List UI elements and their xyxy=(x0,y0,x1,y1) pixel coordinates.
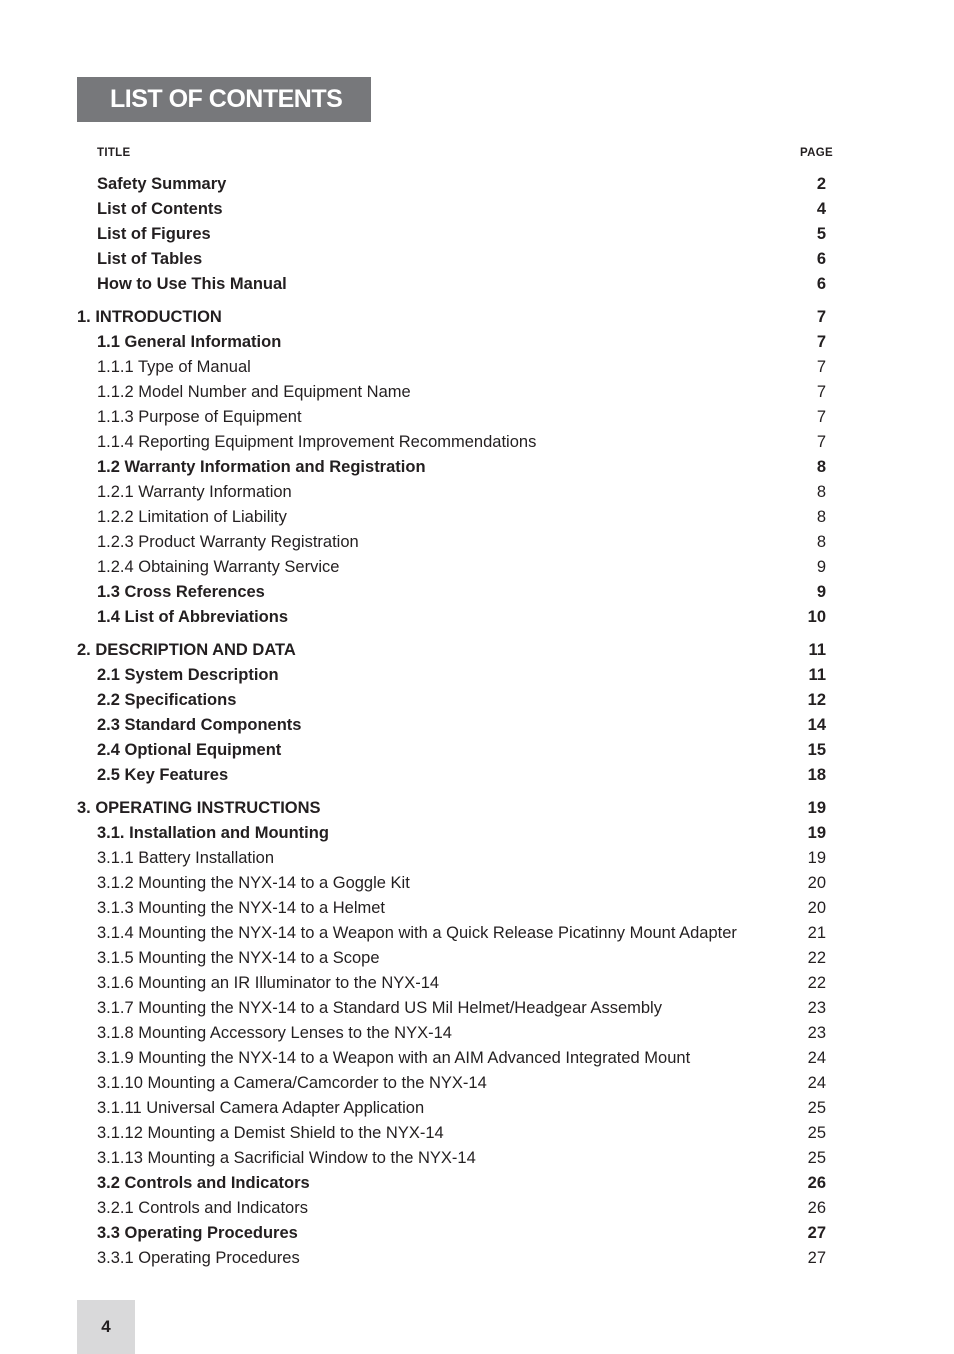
toc-entry-title: List of Contents xyxy=(97,200,223,218)
toc-entry-page: 9 xyxy=(816,558,826,576)
title-column-header: TITLE xyxy=(97,147,131,159)
toc-entry-page: 2 xyxy=(816,175,826,193)
toc-entry-page: 12 xyxy=(807,691,826,709)
toc-entry-page: 23 xyxy=(807,1024,826,1042)
toc-entry-page: 14 xyxy=(807,716,826,734)
toc-entry-row xyxy=(77,580,837,605)
toc-entry-page: 10 xyxy=(807,608,826,626)
toc-entry-row xyxy=(77,896,837,921)
toc-entry-page: 27 xyxy=(807,1249,826,1267)
toc-entry-row xyxy=(77,946,837,971)
toc-entry-page: 18 xyxy=(807,766,826,784)
toc-entry-row xyxy=(77,605,837,630)
toc-entry-title: How to Use This Manual xyxy=(97,275,287,293)
toc-entry-row xyxy=(77,480,837,505)
page-number-tab xyxy=(77,1300,135,1354)
toc-entry-row xyxy=(77,688,837,713)
toc-group xyxy=(77,305,837,630)
toc-group xyxy=(77,638,837,788)
toc-entry-row xyxy=(77,971,837,996)
toc-entry-title: 1.1 General Information xyxy=(97,333,282,351)
page-title: LIST OF CONTENTS xyxy=(110,85,343,113)
toc-entry-row xyxy=(77,1196,837,1221)
toc-entry-title: 3.1.2 Mounting the NYX-14 to a Goggle Kit xyxy=(97,874,410,892)
toc-entry-title: 3.1.11 Universal Camera Adapter Application xyxy=(97,1099,425,1117)
toc-entry-page: 4 xyxy=(816,200,826,218)
page-column-header: PAGE xyxy=(800,147,833,159)
toc-entry-page: 25 xyxy=(807,1099,826,1117)
toc-entry-page: 7 xyxy=(816,383,826,401)
toc-group xyxy=(77,172,837,297)
toc-entry-title: 1.2.1 Warranty Information xyxy=(97,483,292,501)
toc-entry-row xyxy=(77,738,837,763)
toc-entry-title: List of Tables xyxy=(97,250,203,268)
toc-entry-title: 1.4 List of Abbreviations xyxy=(97,608,289,626)
toc-entry-row xyxy=(77,505,837,530)
toc-entry-page: 25 xyxy=(807,1149,826,1167)
toc-entry-row xyxy=(77,330,837,355)
toc-entry-title: 2.5 Key Features xyxy=(97,766,229,784)
toc-entry-title: 2.1 System Description xyxy=(97,666,279,684)
toc-entry-row xyxy=(77,430,837,455)
toc-entry-row xyxy=(77,1121,837,1146)
toc-entry-title: 2.3 Standard Components xyxy=(97,716,302,734)
toc-entry-page: 20 xyxy=(807,874,826,892)
toc-entry-page: 5 xyxy=(816,225,826,243)
toc-entry-title: 3.1.3 Mounting the NYX-14 to a Helmet xyxy=(97,899,385,917)
toc-entry-row xyxy=(77,405,837,430)
toc-entry-page: 27 xyxy=(807,1224,826,1242)
toc-entry-title: 1. INTRODUCTION xyxy=(77,308,222,326)
toc-entry-row xyxy=(77,272,837,297)
toc-entry-title: 1.1.2 Model Number and Equipment Name xyxy=(97,383,411,401)
toc-entry-row xyxy=(77,1071,837,1096)
toc-entry-title: 3.2.1 Controls and Indicators xyxy=(97,1199,308,1217)
toc-entry-page: 20 xyxy=(807,899,826,917)
toc-entry-title: 3.3.1 Operating Procedures xyxy=(97,1249,300,1267)
toc-entry-row xyxy=(77,1046,837,1071)
toc-entry-page: 8 xyxy=(816,483,826,501)
toc-entry-page: 26 xyxy=(807,1174,826,1192)
toc-entry-title: 1.1.1 Type of Manual xyxy=(97,358,251,376)
toc-entry-row xyxy=(77,555,837,580)
toc-entry-page: 23 xyxy=(807,999,826,1017)
toc-entry-page: 21 xyxy=(807,924,826,942)
toc-entry-title: 3.1.8 Mounting Accessory Lenses to the NYX-14 xyxy=(97,1024,452,1042)
toc-entry-row xyxy=(77,530,837,555)
toc-entry-page: 22 xyxy=(807,974,826,992)
toc-entry-page: 9 xyxy=(816,583,826,601)
toc-entry-title: 2.2 Specifications xyxy=(97,691,237,709)
toc-entry-row xyxy=(77,380,837,405)
page-number: 4 xyxy=(101,1317,111,1336)
toc-entry-page: 8 xyxy=(816,508,826,526)
toc-entry-title: 3.1.13 Mounting a Sacrificial Window to the NYX-14 xyxy=(97,1149,476,1167)
toc-entry-row xyxy=(77,222,837,247)
toc-entry-title: 3.1. Installation and Mounting xyxy=(97,824,329,842)
toc-entry-title: 3.1.12 Mounting a Demist Shield to the NYX-14 xyxy=(97,1124,444,1142)
toc-entry-title: 1.2.2 Limitation of Liability xyxy=(97,508,287,526)
toc-entry-page: 19 xyxy=(807,824,826,842)
table-of-contents xyxy=(77,172,837,1279)
toc-entry-page: 25 xyxy=(807,1124,826,1142)
toc-entry-row xyxy=(77,1146,837,1171)
toc-chapter-row xyxy=(77,796,837,821)
toc-entry-row xyxy=(77,921,837,946)
toc-entry-title: 3.1.7 Mounting the NYX-14 to a Standard US Mil Helmet/Headgear Assembly xyxy=(97,999,662,1017)
toc-entry-row xyxy=(77,197,837,222)
toc-entry-page: 15 xyxy=(807,741,826,759)
toc-entry-row xyxy=(77,355,837,380)
toc-entry-title: 3.2 Controls and Indicators xyxy=(97,1174,310,1192)
toc-entry-title: 1.2.3 Product Warranty Registration xyxy=(97,533,359,551)
toc-entry-page: 11 xyxy=(808,641,826,659)
toc-entry-title: 2. DESCRIPTION AND DATA xyxy=(77,641,296,659)
toc-chapter-row xyxy=(77,638,837,663)
toc-entry-title: List of Figures xyxy=(97,225,211,243)
toc-entry-row xyxy=(77,763,837,788)
toc-entry-title: 3.1.9 Mounting the NYX-14 to a Weapon with an AIM Advanced Integrated Mount xyxy=(97,1049,691,1067)
toc-entry-title: 3.1.1 Battery Installation xyxy=(97,849,275,867)
toc-entry-title: 1.3 Cross References xyxy=(97,583,265,601)
toc-entry-row xyxy=(77,172,837,197)
toc-entry-title: 3. OPERATING INSTRUCTIONS xyxy=(77,799,321,817)
toc-entry-row xyxy=(77,846,837,871)
toc-entry-row xyxy=(77,871,837,896)
toc-entry-page: 6 xyxy=(816,250,826,268)
toc-entry-row xyxy=(77,1246,837,1271)
toc-entry-row xyxy=(77,247,837,272)
toc-entry-page: 22 xyxy=(807,949,826,967)
toc-entry-page: 7 xyxy=(816,408,826,426)
toc-entry-title: 3.1.4 Mounting the NYX-14 to a Weapon with a Quick Release Picatinny Mount Adapter xyxy=(97,924,737,942)
toc-entry-row xyxy=(77,1021,837,1046)
title-banner xyxy=(77,77,371,122)
toc-entry-title: 1.1.3 Purpose of Equipment xyxy=(97,408,302,426)
toc-entry-page: 11 xyxy=(808,666,826,684)
toc-entry-title: 3.1.6 Mounting an IR Illuminator to the NYX-14 xyxy=(97,974,440,992)
toc-entry-title: 3.1.5 Mounting the NYX-14 to a Scope xyxy=(97,949,380,967)
toc-entry-title: Safety Summary xyxy=(97,175,227,193)
toc-entry-page: 8 xyxy=(816,458,826,476)
toc-entry-title: 1.2.4 Obtaining Warranty Service xyxy=(97,558,340,576)
toc-entry-row xyxy=(77,1171,837,1196)
toc-group xyxy=(77,796,837,1271)
toc-entry-title: 3.1.10 Mounting a Camera/Camcorder to the NYX-14 xyxy=(97,1074,487,1092)
toc-entry-page: 24 xyxy=(807,1074,826,1092)
toc-entry-title: 3.3 Operating Procedures xyxy=(97,1224,298,1242)
toc-entry-page: 7 xyxy=(816,333,826,351)
toc-entry-row xyxy=(77,1221,837,1246)
toc-entry-row xyxy=(77,713,837,738)
toc-entry-title: 1.1.4 Reporting Equipment Improvement Recommendations xyxy=(97,433,537,451)
toc-entry-page: 7 xyxy=(816,358,826,376)
toc-entry-title: 1.2 Warranty Information and Registration xyxy=(97,458,426,476)
toc-entry-row xyxy=(77,1096,837,1121)
toc-entry-row xyxy=(77,455,837,480)
toc-entry-page: 19 xyxy=(807,799,826,817)
toc-entry-page: 8 xyxy=(816,533,826,551)
toc-entry-row xyxy=(77,996,837,1021)
toc-entry-page: 19 xyxy=(807,849,826,867)
toc-entry-page: 6 xyxy=(816,275,826,293)
toc-entry-page: 7 xyxy=(816,433,826,451)
toc-entry-page: 24 xyxy=(807,1049,826,1067)
toc-entry-page: 7 xyxy=(816,308,826,326)
toc-entry-row xyxy=(77,821,837,846)
toc-entry-title: 2.4 Optional Equipment xyxy=(97,741,282,759)
toc-entry-row xyxy=(77,663,837,688)
toc-chapter-row xyxy=(77,305,837,330)
toc-entry-page: 26 xyxy=(807,1199,826,1217)
